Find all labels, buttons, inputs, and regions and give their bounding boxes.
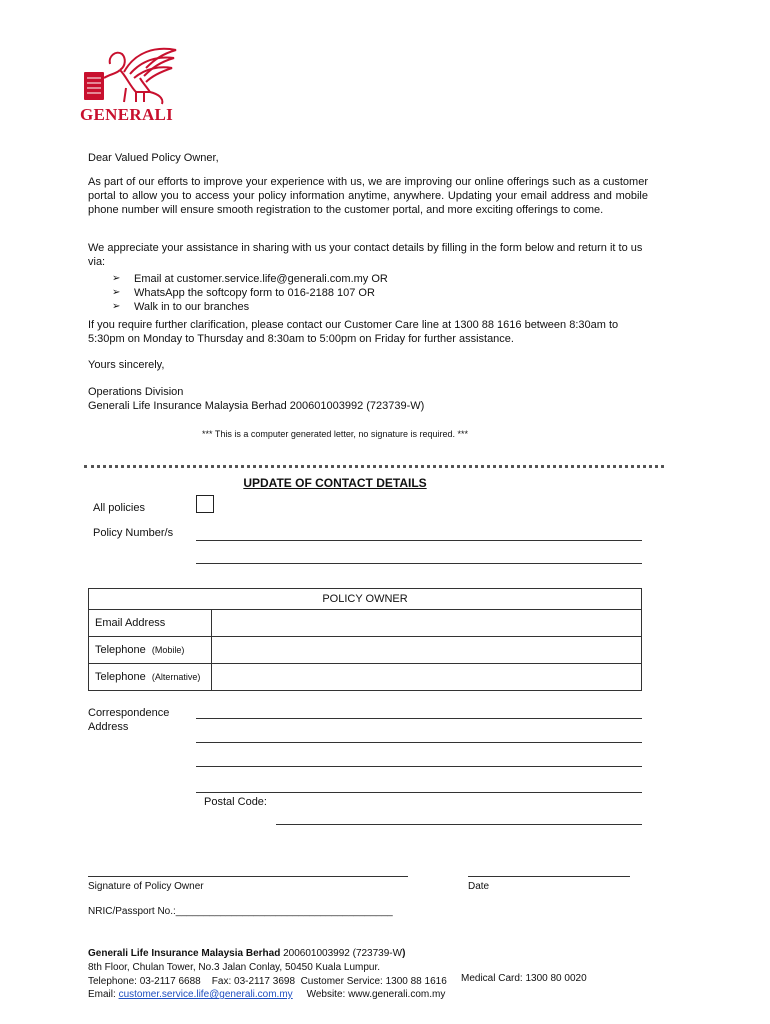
computer-generated-note: *** This is a computer generated letter, no signature is required. ***: [202, 429, 468, 439]
postal-code-label: Postal Code:: [204, 796, 267, 808]
telephone-alternative-label: [89, 664, 212, 691]
company-registration: Generali Life Insurance Malaysia Berhad 200601003992 (723739-W): [88, 400, 425, 412]
policy-number-field-1[interactable]: [196, 540, 642, 541]
signature-label: Signature of Policy Owner: [88, 881, 204, 892]
telephone-alternative-field[interactable]: [212, 664, 642, 691]
footer-email-link[interactable]: customer.service.life@generali.com.my: [118, 989, 293, 1000]
telephone-label: Telephone: [95, 671, 146, 683]
all-policies-checkbox[interactable]: [196, 495, 214, 513]
correspondence-label-line2: Address: [88, 721, 129, 733]
address-field-line-2[interactable]: [196, 742, 642, 743]
date-field[interactable]: [468, 876, 630, 877]
nric-passport-field[interactable]: NRIC/Passport No.:_______________________________________: [88, 906, 393, 917]
policy-number-field-2[interactable]: [196, 563, 642, 564]
arrow-bullet-icon: ➢: [112, 287, 121, 298]
letter-paragraph-2: We appreciate your assistance in sharing with us your contact details by filling in the form below and return it to us via:: [88, 242, 643, 268]
postal-code-field[interactable]: [276, 824, 642, 825]
address-field-line-4[interactable]: [196, 792, 642, 793]
footer-phones: Telephone: 03-2117 6688 Fax: 03-2117 3698 Customer Service: 1300 88 1616: [88, 976, 447, 987]
footer-email-prefix: Email:: [88, 989, 119, 1000]
list-item: [112, 286, 612, 300]
correspondence-label-line1: Correspondence: [88, 707, 170, 719]
policy-numbers-label: Policy Number/s: [93, 527, 174, 539]
footer-registration-close: ): [402, 948, 406, 959]
generali-logo-text: GENERALI: [80, 105, 174, 124]
bullet-email-text: Email at customer.service.life@generali.com.my OR: [134, 273, 388, 285]
bullet-branch-text: Walk in to our branches: [134, 301, 250, 313]
footer-company-line: [88, 947, 688, 960]
list-item: [112, 272, 612, 286]
footer-registration: 200601003992 (723739-W: [280, 948, 403, 959]
arrow-bullet-icon: ➢: [112, 273, 121, 284]
bullet-whatsapp-text: WhatsApp the softcopy form to 016-2188 107 OR: [134, 287, 375, 299]
contact-methods-list: [112, 272, 612, 314]
footer-company-name: Generali Life Insurance Malaysia Berhad: [88, 948, 281, 959]
email-address-label: Email Address: [89, 610, 212, 637]
telephone-mobile-label: [89, 637, 212, 664]
arrow-bullet-icon: ➢: [112, 301, 121, 312]
email-address-field[interactable]: [212, 610, 642, 637]
form-title: UPDATE OF CONTACT DETAILS: [243, 476, 427, 490]
footer-medical-card: Medical Card: 1300 80 0020: [461, 973, 587, 984]
address-field-line-1[interactable]: [196, 718, 642, 719]
date-label: Date: [468, 881, 490, 892]
correspondence-address-label: [88, 706, 169, 734]
telephone-mobile-field[interactable]: [212, 637, 642, 664]
salutation: Dear Valued Policy Owner,: [88, 152, 219, 164]
list-item: [112, 300, 612, 314]
policy-owner-header: POLICY OWNER: [89, 589, 642, 610]
footer-address: 8th Floor, Chulan Tower, No.3 Jalan Conlay, 50450 Kuala Lumpur.: [88, 962, 381, 973]
alternative-label: (Alternative): [151, 672, 201, 682]
division-name: Operations Division: [88, 386, 184, 398]
all-policies-label: All policies: [93, 502, 145, 514]
closing: Yours sincerely,: [88, 359, 165, 371]
footer-website: Website: www.generali.com.my: [306, 989, 446, 1000]
signature-field[interactable]: [88, 876, 408, 877]
telephone-label: Telephone: [95, 644, 146, 656]
footer-contact-line: [88, 988, 445, 1001]
address-field-line-3[interactable]: [196, 766, 642, 767]
letter-paragraph-3: If you require further clarification, please contact our Customer Care line at 1300 88 1616 between 8:30am to 5:30pm on Monday to Thursday and 8:30am to 5:00pm on Friday for further assistance.: [88, 319, 619, 345]
letter-paragraph-1: As part of our efforts to improve your experience with us, we are improving our online offerings such as a customer portal to allow you to access your policy information anytime, anywhere. Updating your email address and mobile phone number will ensure smooth registration to the customer portal, and more exciting offerings to come.: [88, 176, 648, 216]
policy-owner-table: [88, 588, 642, 691]
mobile-label: (Mobile): [151, 645, 185, 655]
dotted-divider: [84, 465, 664, 468]
